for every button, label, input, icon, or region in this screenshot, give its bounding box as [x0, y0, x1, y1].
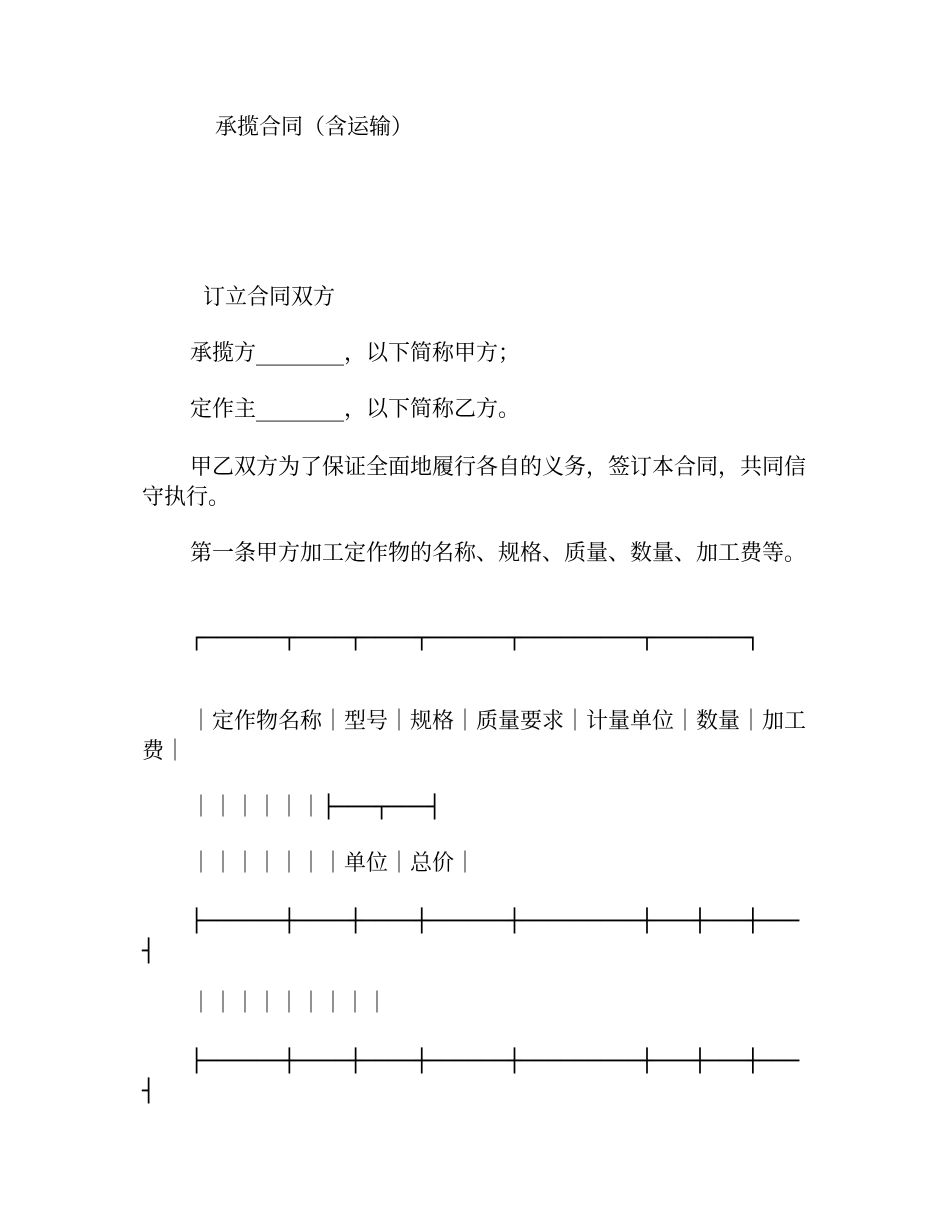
table-header-row: ｜定作物名称｜型号｜规格｜质量要求｜计量单位｜数量｜加工费｜ [142, 709, 807, 764]
table-row-border-1: ├──────┼────┼────┼──────┼─────────┼───┼───┼───┤ [142, 909, 800, 964]
table-border-top: ┌──────┬────┬────┬──────┬─────────┬───────┐ [190, 626, 760, 651]
table-sub-border: ｜｜｜｜｜｜├───┬───┤ [190, 795, 442, 820]
table-empty-row: ｜｜｜｜｜｜｜｜｜ [190, 991, 389, 1016]
table-sub-header-row: ｜｜｜｜｜｜｜单位｜总价｜ [190, 851, 477, 876]
article-1-paragraph: 第一条甲方加工定作物的名称、规格、质量、数量、加工费等。 [190, 541, 807, 566]
parties-heading: 订立合同双方 [203, 285, 336, 310]
preamble-paragraph: 甲乙双方为了保证全面地履行各自的义务，签订本合同，共同信守执行。 [142, 455, 807, 510]
document-title: 承揽合同（含运输） [215, 115, 414, 140]
table-row-border-2: ├──────┼────┼────┼──────┼─────────┼───┼───┼───┤ [142, 1049, 800, 1104]
contractor-line: 承揽方________，以下简称甲方； [190, 341, 521, 366]
client-line: 定作主________，以下简称乙方。 [190, 397, 521, 422]
